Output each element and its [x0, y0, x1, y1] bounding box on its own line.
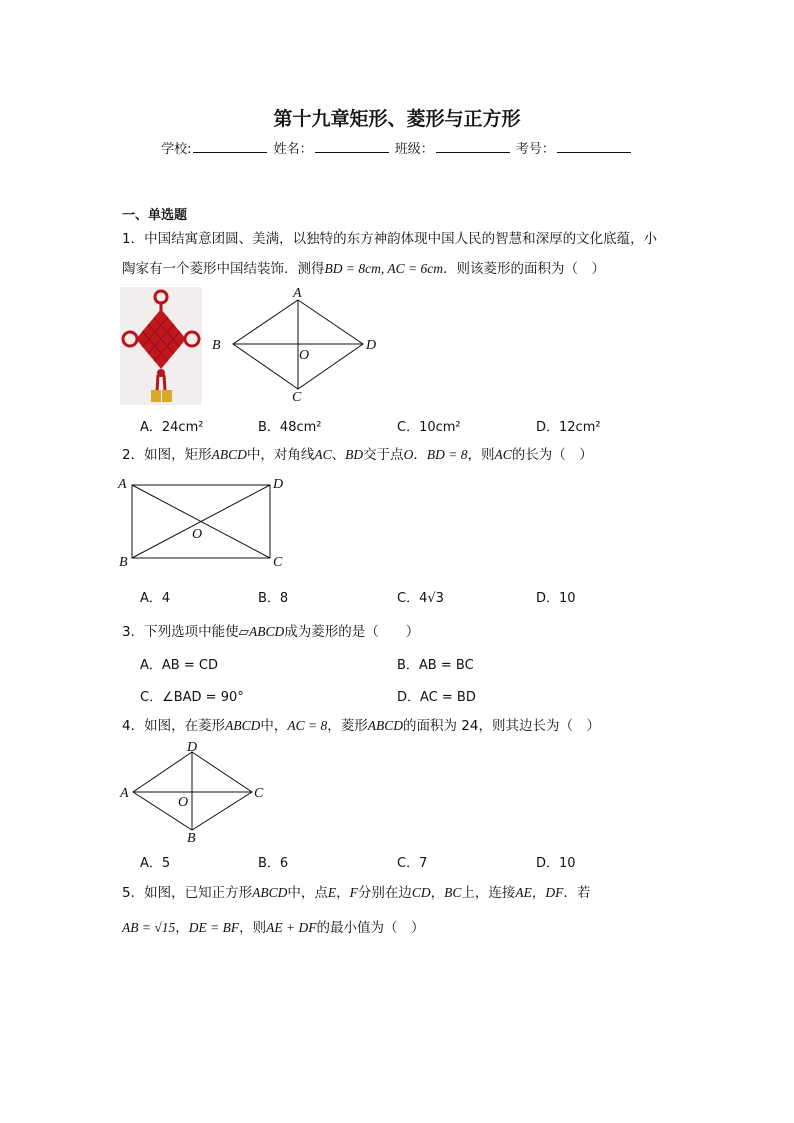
- q1-text-b: ．则该菱形的面积为（ ）: [442, 261, 605, 277]
- q5-t11: 的最小值为（ ）: [316, 920, 425, 936]
- q1-label-b: B: [212, 338, 221, 353]
- q2-option-d[interactable]: D．10: [536, 591, 576, 606]
- q2-option-b[interactable]: B．8: [258, 591, 289, 606]
- q3-option-a[interactable]: A．AB = CD: [140, 658, 218, 673]
- q5-t9: ，: [175, 920, 189, 936]
- q4-t3: ，菱形: [327, 718, 368, 734]
- q1-math: BD = 8cm, AC = 6cm: [324, 261, 443, 276]
- q1-option-a[interactable]: A．24cm²: [140, 420, 204, 435]
- q5-t2: 中，点: [287, 885, 328, 901]
- q4-label-a: A: [120, 786, 129, 801]
- q2-m3: BD: [345, 447, 364, 462]
- q1-label-a: A: [293, 286, 302, 301]
- q4-t2: 中，: [260, 718, 288, 734]
- q2-t4: 交于点: [363, 447, 404, 463]
- q4-option-b[interactable]: B．6: [258, 856, 289, 871]
- section-heading: 一、单选题: [122, 208, 188, 223]
- q4-m2: AC = 8: [287, 718, 328, 733]
- q4-option-a[interactable]: A．5: [140, 856, 171, 871]
- q1-option-c[interactable]: C．10cm²: [397, 420, 461, 435]
- q4-stem: [122, 716, 600, 736]
- q4-label-d: D: [187, 740, 198, 755]
- q4-rhombus-figure: [116, 738, 276, 844]
- q1-option-b[interactable]: B．48cm²: [258, 420, 322, 435]
- q2-label-d: D: [273, 477, 284, 492]
- q5-t5: ，: [430, 885, 445, 901]
- q2-t3: 、: [331, 447, 346, 463]
- q5-t10: ，则: [239, 920, 267, 936]
- q5-m4: CD: [411, 885, 431, 900]
- chinese-knot-image: [120, 287, 202, 405]
- q5-t8: ．若: [563, 885, 591, 901]
- q5-m3: F: [349, 885, 358, 900]
- q2-option-a[interactable]: A．4: [140, 591, 171, 606]
- name-blank[interactable]: [315, 140, 389, 153]
- school-label: 学校:: [161, 142, 192, 157]
- q5-t7: ，: [531, 885, 546, 901]
- q4-m3: ABCD: [367, 718, 403, 733]
- q5-m2: E: [327, 885, 337, 900]
- school-blank[interactable]: [193, 140, 267, 153]
- q1-text-a: 陶家有一个菱形中国结装饰．测得: [122, 261, 325, 277]
- q5-m7: DF: [545, 885, 564, 900]
- q2-t6: ，则: [467, 447, 495, 463]
- q2-m4: O: [403, 447, 414, 462]
- q1-label-d: D: [366, 338, 377, 353]
- q2-m6: AC: [494, 447, 512, 462]
- number-label: 考号：: [515, 142, 555, 157]
- q5-m8: AB = √15: [122, 920, 176, 935]
- q5-t6: 上，连接: [461, 885, 516, 901]
- q1-option-d[interactable]: D．12cm²: [536, 420, 601, 435]
- q2-stem: [122, 445, 593, 465]
- q5-m6: AE: [515, 885, 532, 900]
- name-label: 姓名：: [273, 142, 313, 157]
- class-label: 班级：: [394, 142, 434, 157]
- q2-m2: AC: [314, 447, 332, 462]
- q5-stem-line2: [122, 918, 424, 938]
- q5-stem-line1: [122, 883, 590, 903]
- q2-m5: BD = 8: [426, 447, 468, 462]
- q1-line2: [122, 259, 605, 279]
- q1-line1: 1．中国结寓意团圆、美满，以独特的东方神韵体现中国人民的智慧和深厚的文化底蕴，小: [122, 231, 658, 247]
- q5-m10: AE + DF: [266, 920, 317, 935]
- q2-t2: 中，对角线: [246, 447, 315, 463]
- q2-t7: 的长为（ ）: [511, 447, 593, 463]
- number-blank[interactable]: [557, 140, 631, 153]
- q2-t5: ．: [413, 447, 427, 463]
- q4-t4: 的面积为 24，则其边长为（ ）: [402, 718, 600, 734]
- q5-m9: DE = BF: [188, 920, 240, 935]
- q4-option-d[interactable]: D．10: [536, 856, 576, 871]
- q4-option-c[interactable]: C．7: [397, 856, 428, 871]
- q1-label-o: O: [299, 348, 310, 363]
- q5-m5: BC: [444, 885, 462, 900]
- q3-m1: ▱ABCD: [238, 624, 285, 639]
- q3-option-d[interactable]: D．AC = BD: [397, 690, 476, 705]
- student-info-line: [0, 138, 794, 157]
- q2-m1: ABCD: [211, 447, 247, 462]
- q5-m1: ABCD: [252, 885, 288, 900]
- q2-option-c[interactable]: C．4√3: [397, 591, 444, 606]
- q2-label-a: A: [118, 477, 127, 492]
- q3-t2: 成为菱形的是（ ）: [284, 624, 420, 640]
- q2-rectangle-figure: [116, 474, 291, 570]
- q5-t3: ，: [336, 885, 350, 901]
- q4-label-o: O: [178, 795, 189, 810]
- q4-label-b: B: [187, 831, 196, 844]
- q5-t4: 分别在边: [357, 885, 412, 901]
- q3-option-b[interactable]: B．AB = BC: [397, 658, 474, 673]
- q4-t1: 4．如图，在菱形: [122, 718, 226, 734]
- class-blank[interactable]: [436, 140, 510, 153]
- q2-t1: 2．如图，矩形: [122, 447, 212, 463]
- q1-label-c: C: [292, 390, 302, 404]
- q5-t1: 5．如图，已知正方形: [122, 885, 253, 901]
- page-title: 第十九章矩形、菱形与正方形: [273, 108, 521, 130]
- q3-stem: [122, 622, 419, 642]
- q4-m1: ABCD: [225, 718, 261, 733]
- q4-label-c: C: [254, 786, 264, 801]
- q3-option-c[interactable]: C．∠BAD = 90°: [140, 690, 244, 705]
- q1-rhombus-figure: [208, 286, 383, 404]
- q3-t1: 3．下列选项中能使: [122, 624, 239, 640]
- q2-label-b: B: [119, 555, 128, 570]
- q2-label-o: O: [192, 527, 203, 542]
- q2-label-c: C: [273, 555, 283, 570]
